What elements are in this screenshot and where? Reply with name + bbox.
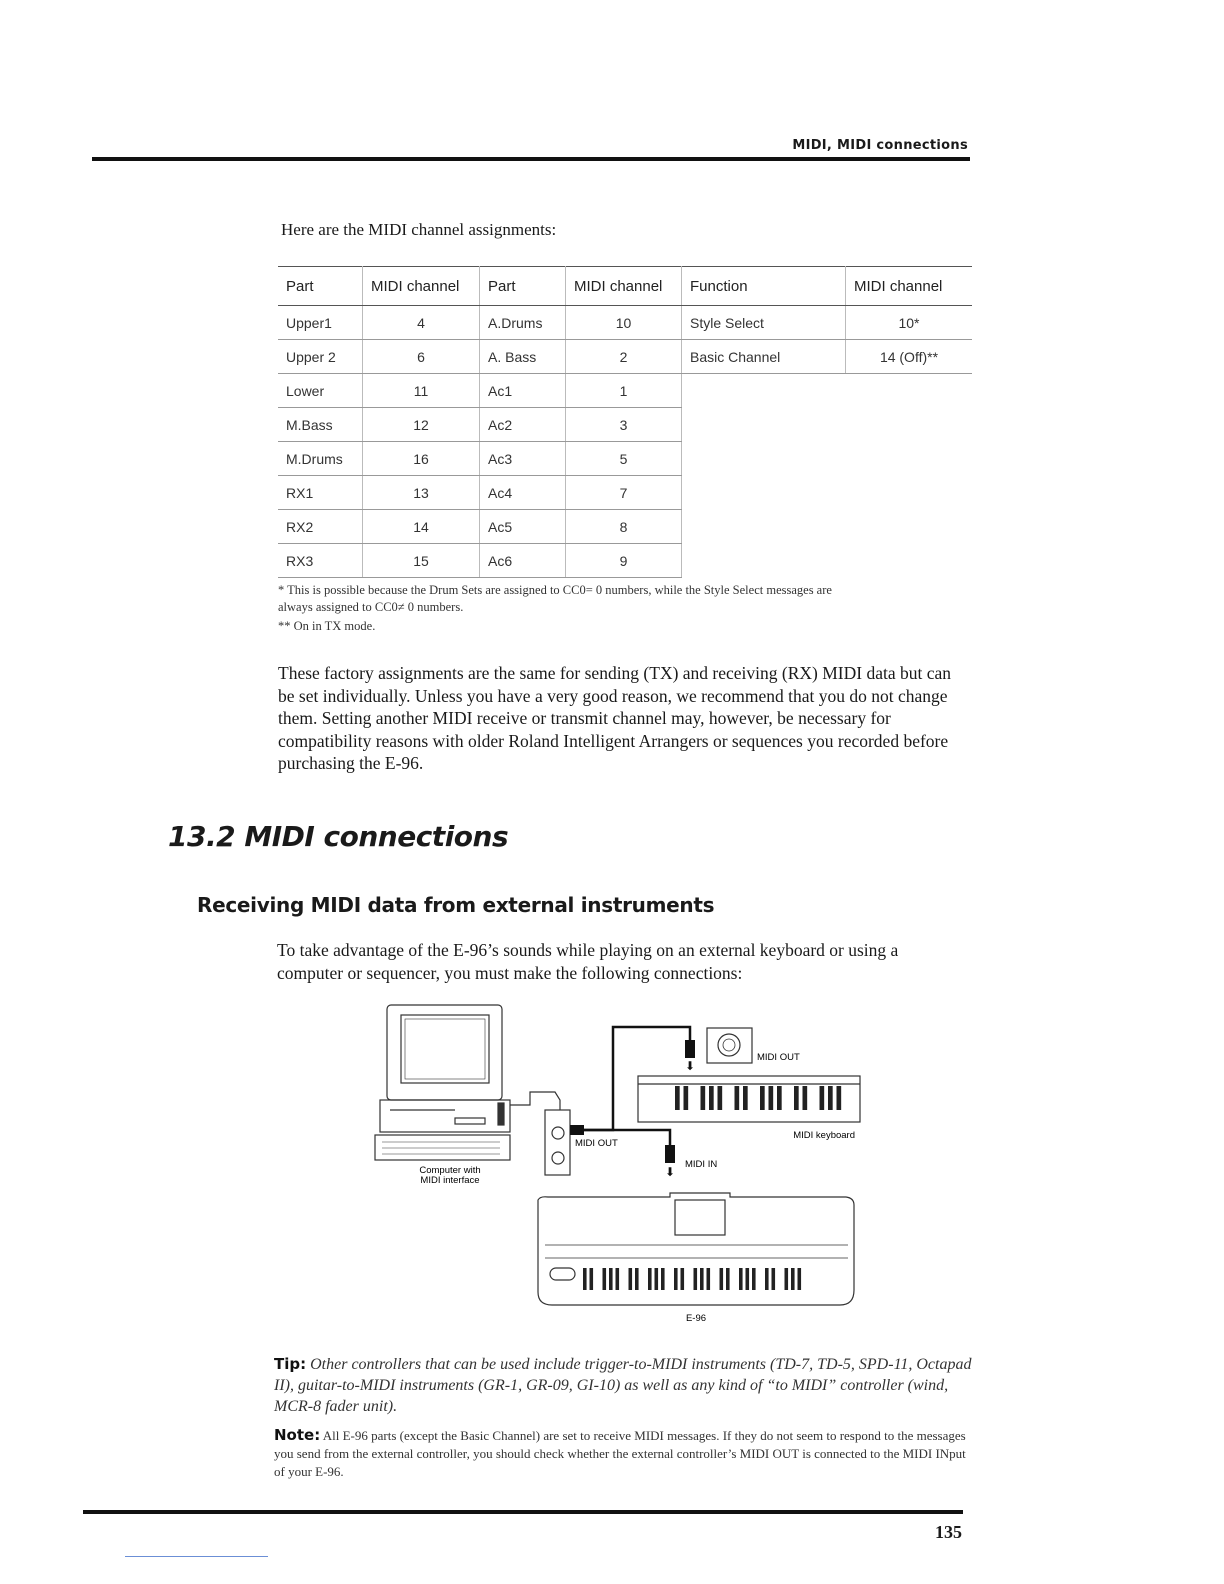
plug-icon (685, 1040, 695, 1058)
table-cell: 15 (363, 544, 480, 578)
table-cell: RX1 (278, 476, 363, 510)
e96-keyboard-illustration (538, 1193, 854, 1305)
black-key (701, 1086, 706, 1110)
black-key (707, 1268, 711, 1290)
table-cell: 9 (566, 544, 682, 578)
table-cell: 11 (363, 374, 480, 408)
table-cell: M.Bass (278, 408, 363, 442)
black-key (681, 1268, 685, 1290)
table-cell: RX2 (278, 510, 363, 544)
table-intro: Here are the MIDI channel assignments: (281, 220, 557, 239)
col-header-midi-channel: MIDI channel (363, 267, 480, 306)
black-key (590, 1268, 594, 1290)
table-cell: Lower (278, 374, 363, 408)
table-cell: 14 (Off)** (846, 340, 973, 374)
black-key (694, 1268, 698, 1290)
midi-in-label: MIDI IN (685, 1159, 718, 1170)
table-cell: A. Bass (480, 340, 566, 374)
black-key (635, 1268, 639, 1290)
computer-label: MIDI interface (420, 1175, 480, 1186)
table-cell: 5 (566, 442, 682, 476)
table-cell: 14 (363, 510, 480, 544)
black-key (675, 1086, 680, 1110)
arrow-down-icon: ⬇ (664, 1165, 676, 1179)
black-key (700, 1268, 704, 1290)
table-cell: Ac5 (480, 510, 566, 544)
black-key (661, 1268, 665, 1290)
table-cell: Style Select (682, 306, 846, 340)
body-paragraph: These factory assignments are the same for sending (TX) and receiving (RX) MIDI data but can be set individually. Unless you have a very good reason, we recommend that you do not change them. Setting another MIDI receive or transmit channel may, however, be necessary for compatibility reasons with older Roland Intelligent Arrangers or sequences you recorded before purchasing the E-96. (278, 663, 952, 773)
black-key (791, 1268, 795, 1290)
table-cell: Ac2 (480, 408, 566, 442)
note-label: Note: (274, 1426, 321, 1444)
table-cell: 1 (566, 374, 682, 408)
midi-keyboard-label: MIDI keyboard (793, 1130, 855, 1141)
table-cell: 8 (566, 510, 682, 544)
footer-divider (125, 1556, 268, 1557)
black-key (760, 1086, 765, 1110)
black-key (837, 1086, 842, 1110)
col-header-part: Part (480, 267, 566, 306)
computer-illustration (375, 1005, 510, 1160)
note-block (274, 1426, 974, 1481)
plug-icon (570, 1125, 584, 1135)
col-header-part: Part (278, 267, 363, 306)
table-row (278, 476, 972, 510)
tip-block (274, 1354, 974, 1417)
black-key (616, 1268, 620, 1290)
midi-out-jack (707, 1028, 752, 1063)
table-row (278, 306, 972, 340)
subsection-heading: Receiving MIDI data from external instruments (197, 893, 715, 917)
black-key (798, 1268, 802, 1290)
black-key (777, 1086, 782, 1110)
table-cell: Upper 2 (278, 340, 363, 374)
note-text: All E-96 parts (except the Basic Channel) are set to receive MIDI messages. If they do not seem to respond to the messages you send from the external controller, you should check whether the external controller’s MIDI OUT is connected to the MIDI INput of your E-96. (274, 1428, 966, 1479)
black-key (648, 1268, 652, 1290)
black-key (674, 1268, 678, 1290)
footnote-1-line-1: * This is possible because the Drum Sets are assigned to CC0= 0 numbers, while the Style Select messages are (278, 583, 832, 597)
black-key (609, 1268, 613, 1290)
table-cell: 3 (566, 408, 682, 442)
table-row (278, 374, 972, 408)
table-cell: Ac1 (480, 374, 566, 408)
black-key (820, 1086, 825, 1110)
black-key (720, 1268, 724, 1290)
table-cell: Ac6 (480, 544, 566, 578)
table-row (278, 408, 972, 442)
table-cell: 6 (363, 340, 480, 374)
footer-rule (83, 1510, 963, 1514)
table-cell: 2 (566, 340, 682, 374)
empty-cell (682, 442, 973, 476)
empty-cell (682, 408, 973, 442)
black-key (739, 1268, 743, 1290)
empty-cell (682, 374, 973, 408)
table-cell: 16 (363, 442, 480, 476)
table-row (278, 340, 972, 374)
midi-keyboard-illustration (638, 1076, 860, 1122)
section-heading: 13.2 MIDI connections (168, 820, 509, 853)
black-key (655, 1268, 659, 1290)
black-key (684, 1086, 689, 1110)
col-header-function: Function (682, 267, 846, 306)
black-key (769, 1086, 774, 1110)
plug-icon (665, 1145, 675, 1163)
midi-connection-diagram (370, 1000, 870, 1330)
table-cell: A.Drums (480, 306, 566, 340)
keyboard-midi-out-label: MIDI OUT (757, 1052, 800, 1063)
black-key (772, 1268, 776, 1290)
black-key (726, 1268, 730, 1290)
black-key (752, 1268, 756, 1290)
arrow-down-icon: ⬇ (684, 1059, 696, 1073)
table-cell: 10 (566, 306, 682, 340)
page-number: 135 (935, 1522, 962, 1542)
midi-channel-table (278, 266, 972, 578)
table-cell: 13 (363, 476, 480, 510)
black-key (828, 1086, 833, 1110)
table-row (278, 510, 972, 544)
empty-cell (682, 510, 973, 544)
col-header-midi-channel: MIDI channel (566, 267, 682, 306)
black-key (735, 1086, 740, 1110)
table-row (278, 442, 972, 476)
footnote-1-line-2: always assigned to CC0≠ 0 numbers. (278, 600, 464, 614)
tip-text: Other controllers that can be used include trigger-to-MIDI instruments (TD-7, TD-5, SPD-11, Octapad II), guitar-to-MIDI instruments (GR-1, GR-09, GI-10) as well as any kind of “to MIDI” controller (wind, MCR-8 fader unit). (274, 1356, 972, 1415)
footnote-2: ** On in TX mode. (278, 619, 376, 633)
table-cell: Upper1 (278, 306, 363, 340)
black-key (746, 1268, 750, 1290)
running-header: MIDI, MIDI connections (792, 138, 968, 153)
interface-midi-out-label: MIDI OUT (575, 1138, 618, 1149)
empty-cell (682, 544, 973, 578)
table-cell: 10* (846, 306, 973, 340)
table-cell: M.Drums (278, 442, 363, 476)
black-key (803, 1086, 808, 1110)
table-cell: Ac4 (480, 476, 566, 510)
black-key (743, 1086, 748, 1110)
black-key (765, 1268, 769, 1290)
black-key (794, 1086, 799, 1110)
table-header-row (278, 267, 972, 306)
e96-label: E-96 (685, 1313, 707, 1324)
black-key (785, 1268, 789, 1290)
table-cell: 4 (363, 306, 480, 340)
header-rule (92, 157, 970, 161)
black-key (629, 1268, 633, 1290)
body-paragraph: To take advantage of the E-96’s sounds while playing on an external keyboard or using a computer or sequencer, you must make the following connections: (277, 940, 899, 983)
tip-label: Tip: (274, 1355, 307, 1373)
table-cell: RX3 (278, 544, 363, 578)
table-cell: Basic Channel (682, 340, 846, 374)
midi-cables (580, 1027, 690, 1145)
computer-label: Computer with (419, 1165, 481, 1176)
table-cell: 12 (363, 408, 480, 442)
black-key (709, 1086, 714, 1110)
black-key (718, 1086, 723, 1110)
black-key (583, 1268, 587, 1290)
midi-interface-box (510, 1092, 570, 1175)
empty-cell (682, 476, 973, 510)
table-cell: 7 (566, 476, 682, 510)
black-key (603, 1268, 607, 1290)
table-row (278, 544, 972, 578)
table-cell: Ac3 (480, 442, 566, 476)
col-header-midi-channel: MIDI channel (846, 267, 973, 306)
